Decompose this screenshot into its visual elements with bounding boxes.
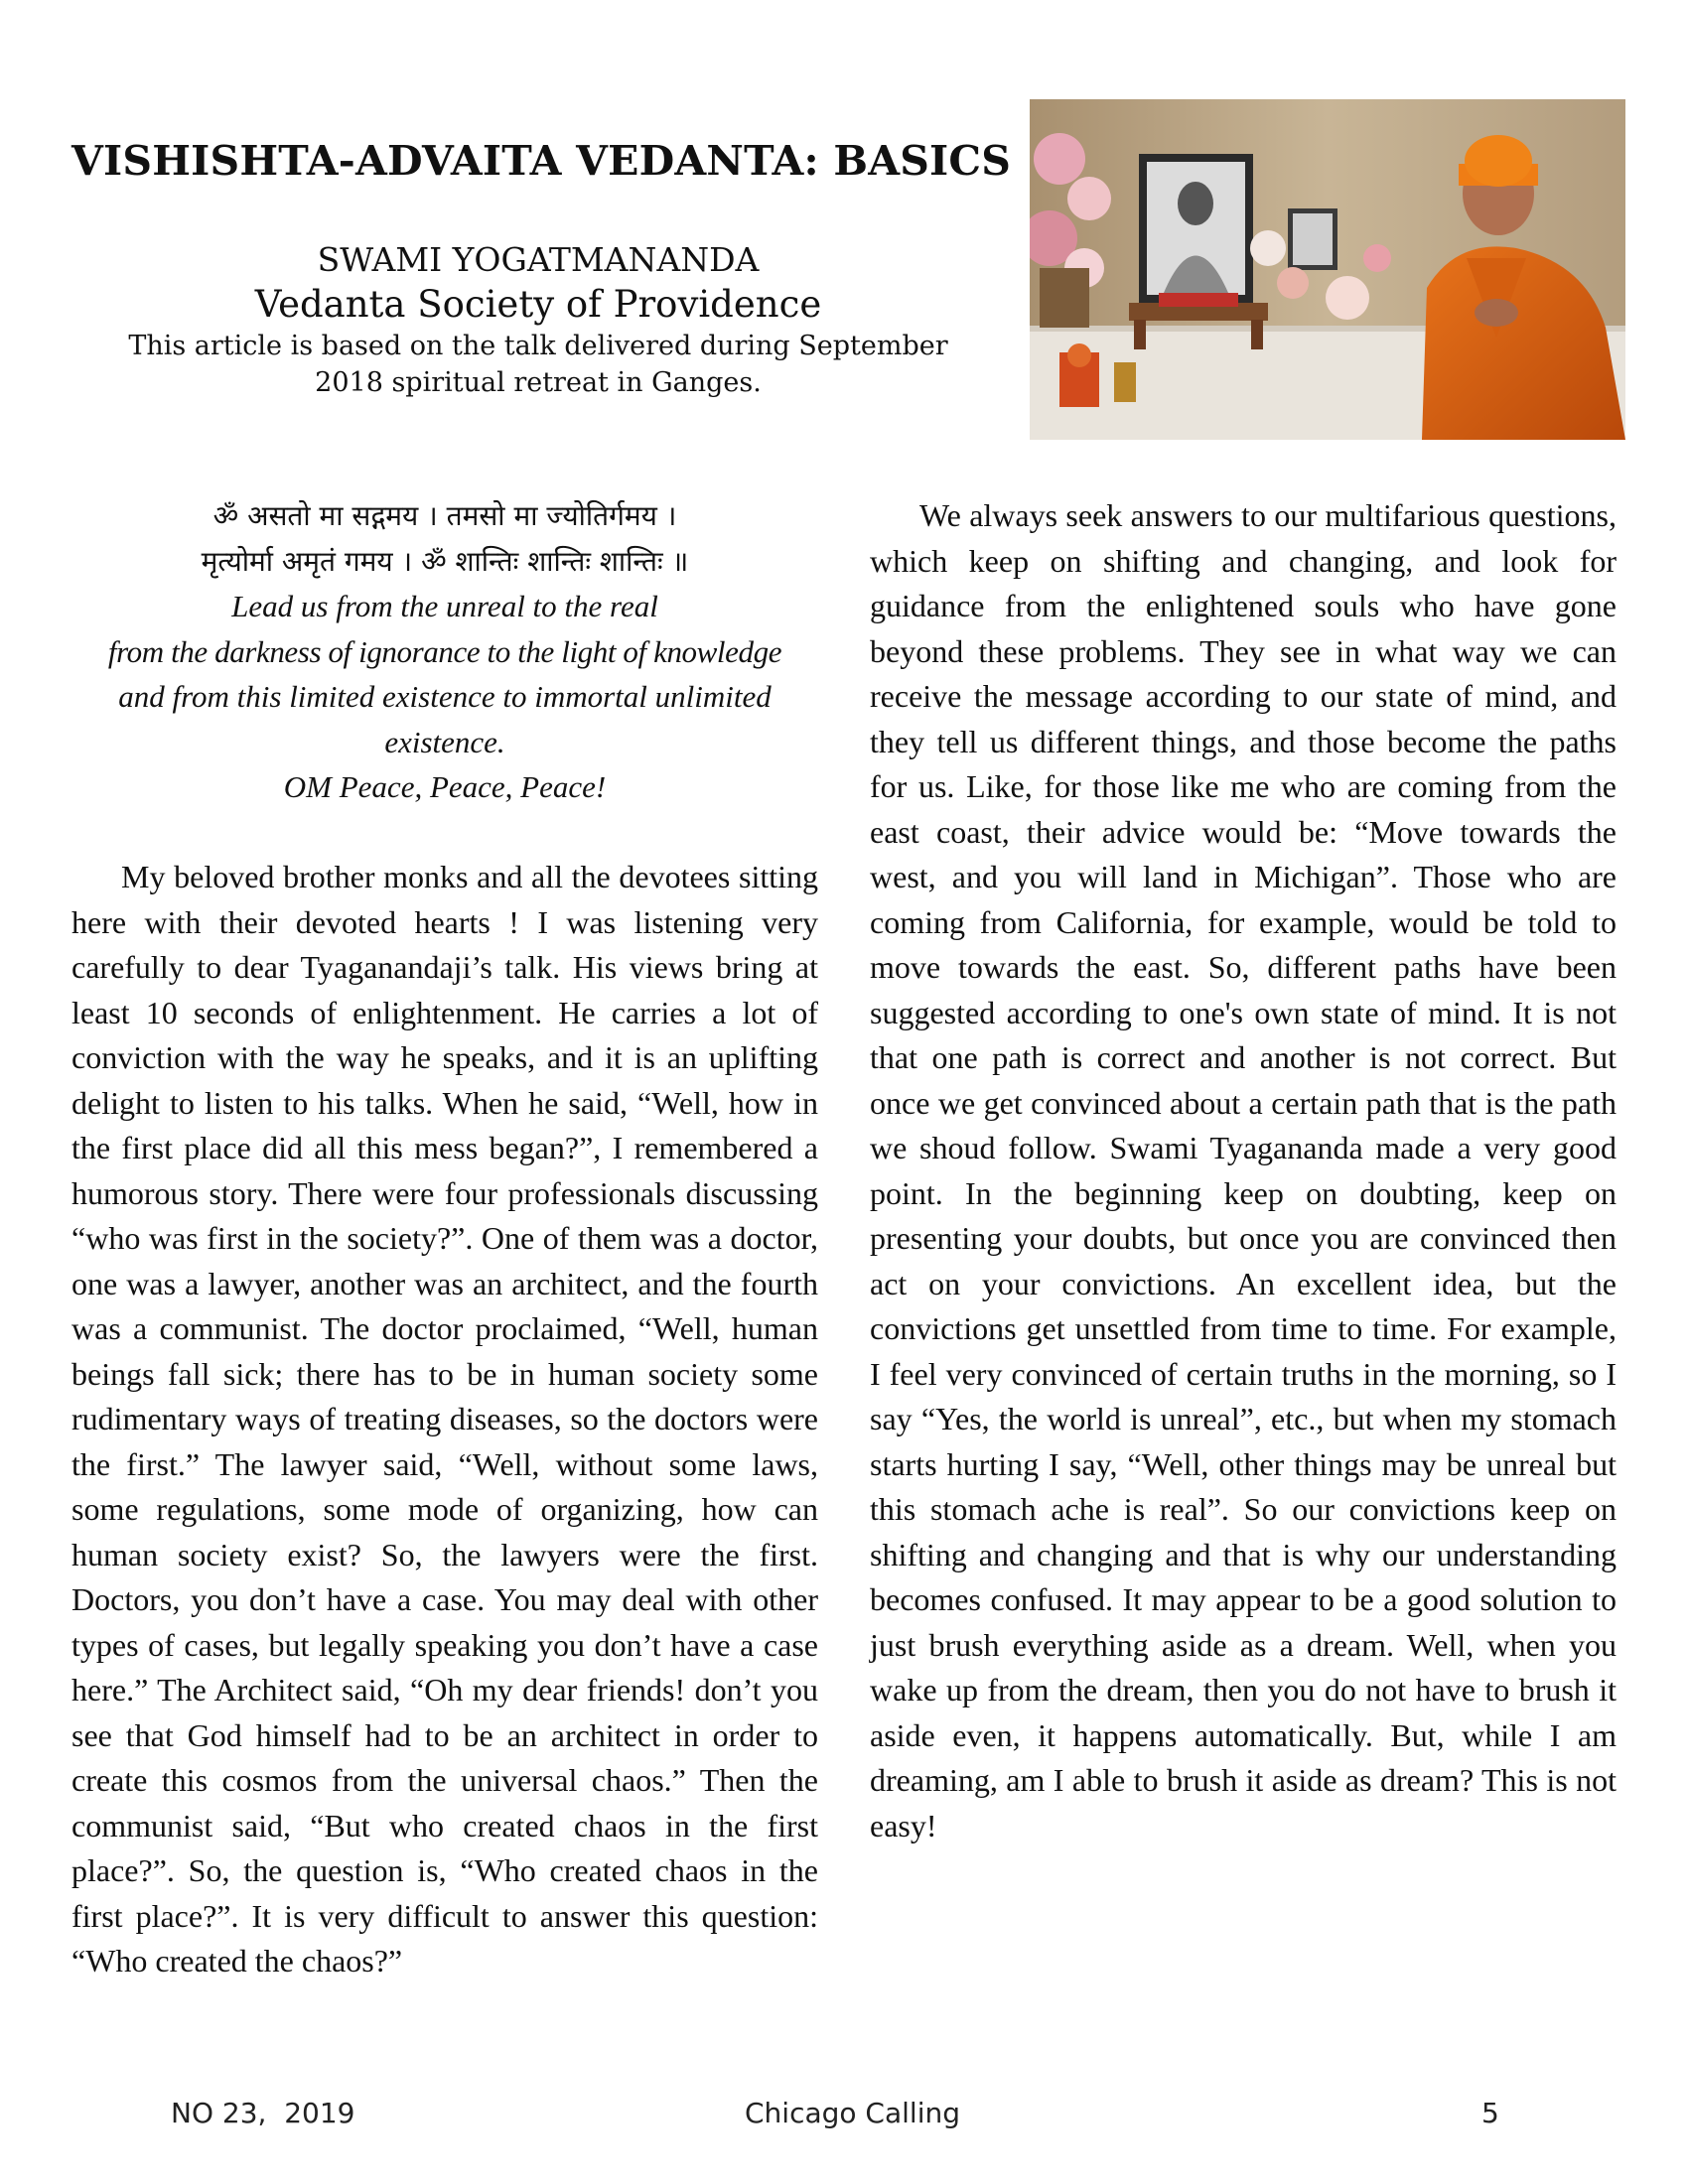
photo-swami-at-altar [1030, 99, 1625, 440]
page-footer [0, 2097, 1688, 2136]
right-column [870, 493, 1617, 1848]
translation-line: from the darkness of ignorance to the light of knowledge [107, 633, 782, 669]
page-title: VISHISHTA-ADVAITA VEDANTA: BASICS [71, 137, 1012, 185]
sanskrit-line: ॐ असतो मा सद्गमय । तमसो मा ज्योतिर्गमय । [212, 499, 677, 532]
translation-line: Lead us from the unreal to the real [231, 589, 658, 623]
society-name: Vedanta Society of Providence [254, 283, 822, 326]
footer-publication: Chicago Calling [745, 2097, 960, 2129]
translation-line: OM Peace, Peace, Peace! [283, 769, 607, 804]
body-paragraph-1: My beloved brother monks and all the devotees sitting here with their devoted hearts ! I was listening very carefully to dear Tyaganandaji’s talk. His views bring at least 10 seconds of enlightenment. He carries a lot of conviction with the way he speaks, and it is an uplifting delight to listen to his talks. When he said, “Well, how in the first place did all this mess began?”, I remembered a humorous story. There were four professionals discussing “who was first in the society?”. One of them was a doctor, one was a lawyer, another was an architect, and the fourth was a communist. The doctor proclaimed, “Well, human beings fall sick; there has to be in human society some rudimentary ways of treating diseases, so the doctors were the first.” The lawyer said, “Well, without some laws, some regulations, some mode of organizing, how can human society exist? So, the lawyers were the first. Doctors, you don’t have a case. You may deal with other types of cases, but legally speaking you don’t have a case here.” The Architect said, “Oh my dear friends! don’t you see that God himself had to be an architect in order to create this cosmos from the universal chaos.” Then the communist said, “But who created chaos in the first place?”. So, the question is, “Who created chaos in the first place?”. It is very difficult to answer this question: “Who created the chaos?” [71, 859, 818, 1979]
translation-line: and from this limited existence to immortal unlimited existence. [118, 679, 772, 759]
author-name: SWAMI YOGATMANANDA [317, 240, 760, 279]
left-column [71, 493, 818, 1984]
body-paragraph-2: We always seek answers to our multifarious questions, which keep on shifting and changing, and look for guidance from the enlightened souls who have gone beyond these problems. They see in what way we can receive the message according to our state of mind, and they tell us different things, and those become the paths for us. Like, for those like me who are coming from the east coast, their advice would be: “Move towards the west, and you will land in Michigan”. Those who are coming from California, for example, would be told to move towards the east. So, different paths have been suggested according to one's own state of mind. It is not that one path is correct and another is not correct. But once we get convinced about a certain path that is the path we shoud follow. Swami Tyagananda made a very good point. In the beginning keep on doubting, keep on presenting your doubts, but once you are convinced then act on your convictions. An excellent idea, but the convictions get unsettled from time to time. For example, I feel very convinced of certain truths in the morning, so I say “Yes, the world is unreal”, etc., but when my stomach starts hurting I say, “Well, other things may be unreal but this stomach ache is real”. So our convictions keep on shifting and changing and that is why our understanding becomes confused. It may appear to be a good solution to just brush everything aside as a dream. Well, when you wake up from the dream, then you do not have to brush it aside even, it happens automatically. But, while I am dreaming, am I able to brush it aside as dream? This is not easy! [870, 497, 1617, 1843]
footer-issue: NO 23, 2019 [171, 2097, 355, 2129]
sanskrit-line: मृत्योर्मा अमृतं गमय । ॐ शान्तिः शान्तिः शान्तिः ॥ [201, 544, 689, 578]
byline [71, 238, 1005, 401]
invocation [71, 493, 818, 810]
footer-page-number: 5 [1481, 2097, 1499, 2129]
article-note: This article is based on the talk delivered during September 2018 spiritual retreat in Ganges. [128, 331, 948, 398]
photo-illustration [1030, 99, 1625, 440]
